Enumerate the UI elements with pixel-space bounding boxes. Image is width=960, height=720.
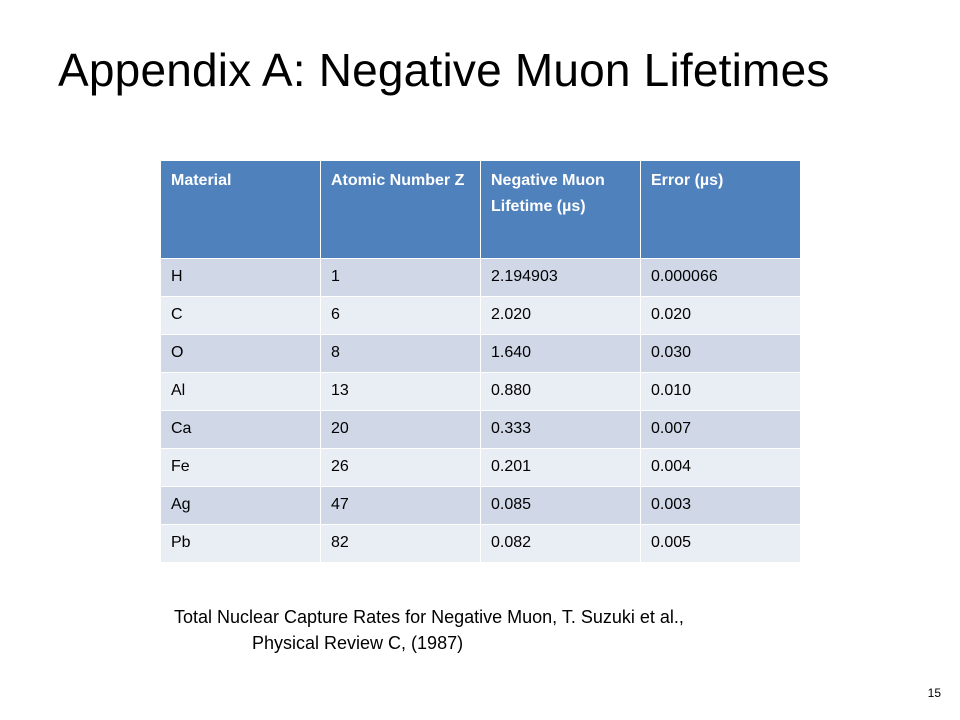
cell-atomic-number: 20	[321, 411, 481, 449]
table-header-row	[161, 161, 801, 259]
cell-lifetime: 2.194903	[481, 259, 641, 297]
cell-material: Ca	[161, 411, 321, 449]
cell-lifetime: 1.640	[481, 335, 641, 373]
cell-atomic-number: 13	[321, 373, 481, 411]
cell-error: 0.010	[641, 373, 801, 411]
table-row	[161, 487, 801, 525]
cell-error: 0.007	[641, 411, 801, 449]
cell-lifetime: 2.020	[481, 297, 641, 335]
table-row	[161, 259, 801, 297]
cell-material: Fe	[161, 449, 321, 487]
cell-error: 0.004	[641, 449, 801, 487]
cell-lifetime: 0.201	[481, 449, 641, 487]
table-row	[161, 411, 801, 449]
cell-atomic-number: 47	[321, 487, 481, 525]
citation-line-2: Physical Review C, (1987)	[252, 633, 464, 653]
table-row	[161, 373, 801, 411]
muon-lifetime-table	[160, 160, 801, 563]
table-row	[161, 525, 801, 563]
cell-material: C	[161, 297, 321, 335]
cell-material: O	[161, 335, 321, 373]
table-row	[161, 297, 801, 335]
cell-error: 0.000066	[641, 259, 801, 297]
cell-lifetime: 0.333	[481, 411, 641, 449]
cell-error: 0.030	[641, 335, 801, 373]
cell-material: Ag	[161, 487, 321, 525]
cell-atomic-number: 82	[321, 525, 481, 563]
citation-line-1: Total Nuclear Capture Rates for Negative Muon, T. Suzuki et al.,	[174, 607, 684, 627]
cell-atomic-number: 1	[321, 259, 481, 297]
header-error: Error (µs)	[641, 161, 801, 259]
cell-lifetime: 0.880	[481, 373, 641, 411]
slide-title: Appendix A: Negative Muon Lifetimes	[58, 44, 830, 96]
cell-lifetime: 0.085	[481, 487, 641, 525]
table-row	[161, 335, 801, 373]
page-number: 15	[927, 686, 941, 700]
cell-error: 0.005	[641, 525, 801, 563]
cell-error: 0.003	[641, 487, 801, 525]
header-lifetime: Negative Muon Lifetime (µs)	[481, 161, 641, 259]
header-material: Material	[161, 161, 321, 259]
cell-atomic-number: 6	[321, 297, 481, 335]
citation	[174, 604, 874, 656]
table-row	[161, 449, 801, 487]
cell-atomic-number: 26	[321, 449, 481, 487]
cell-material: H	[161, 259, 321, 297]
cell-atomic-number: 8	[321, 335, 481, 373]
cell-material: Pb	[161, 525, 321, 563]
header-atomic-number: Atomic Number Z	[321, 161, 481, 259]
cell-error: 0.020	[641, 297, 801, 335]
cell-material: Al	[161, 373, 321, 411]
cell-lifetime: 0.082	[481, 525, 641, 563]
